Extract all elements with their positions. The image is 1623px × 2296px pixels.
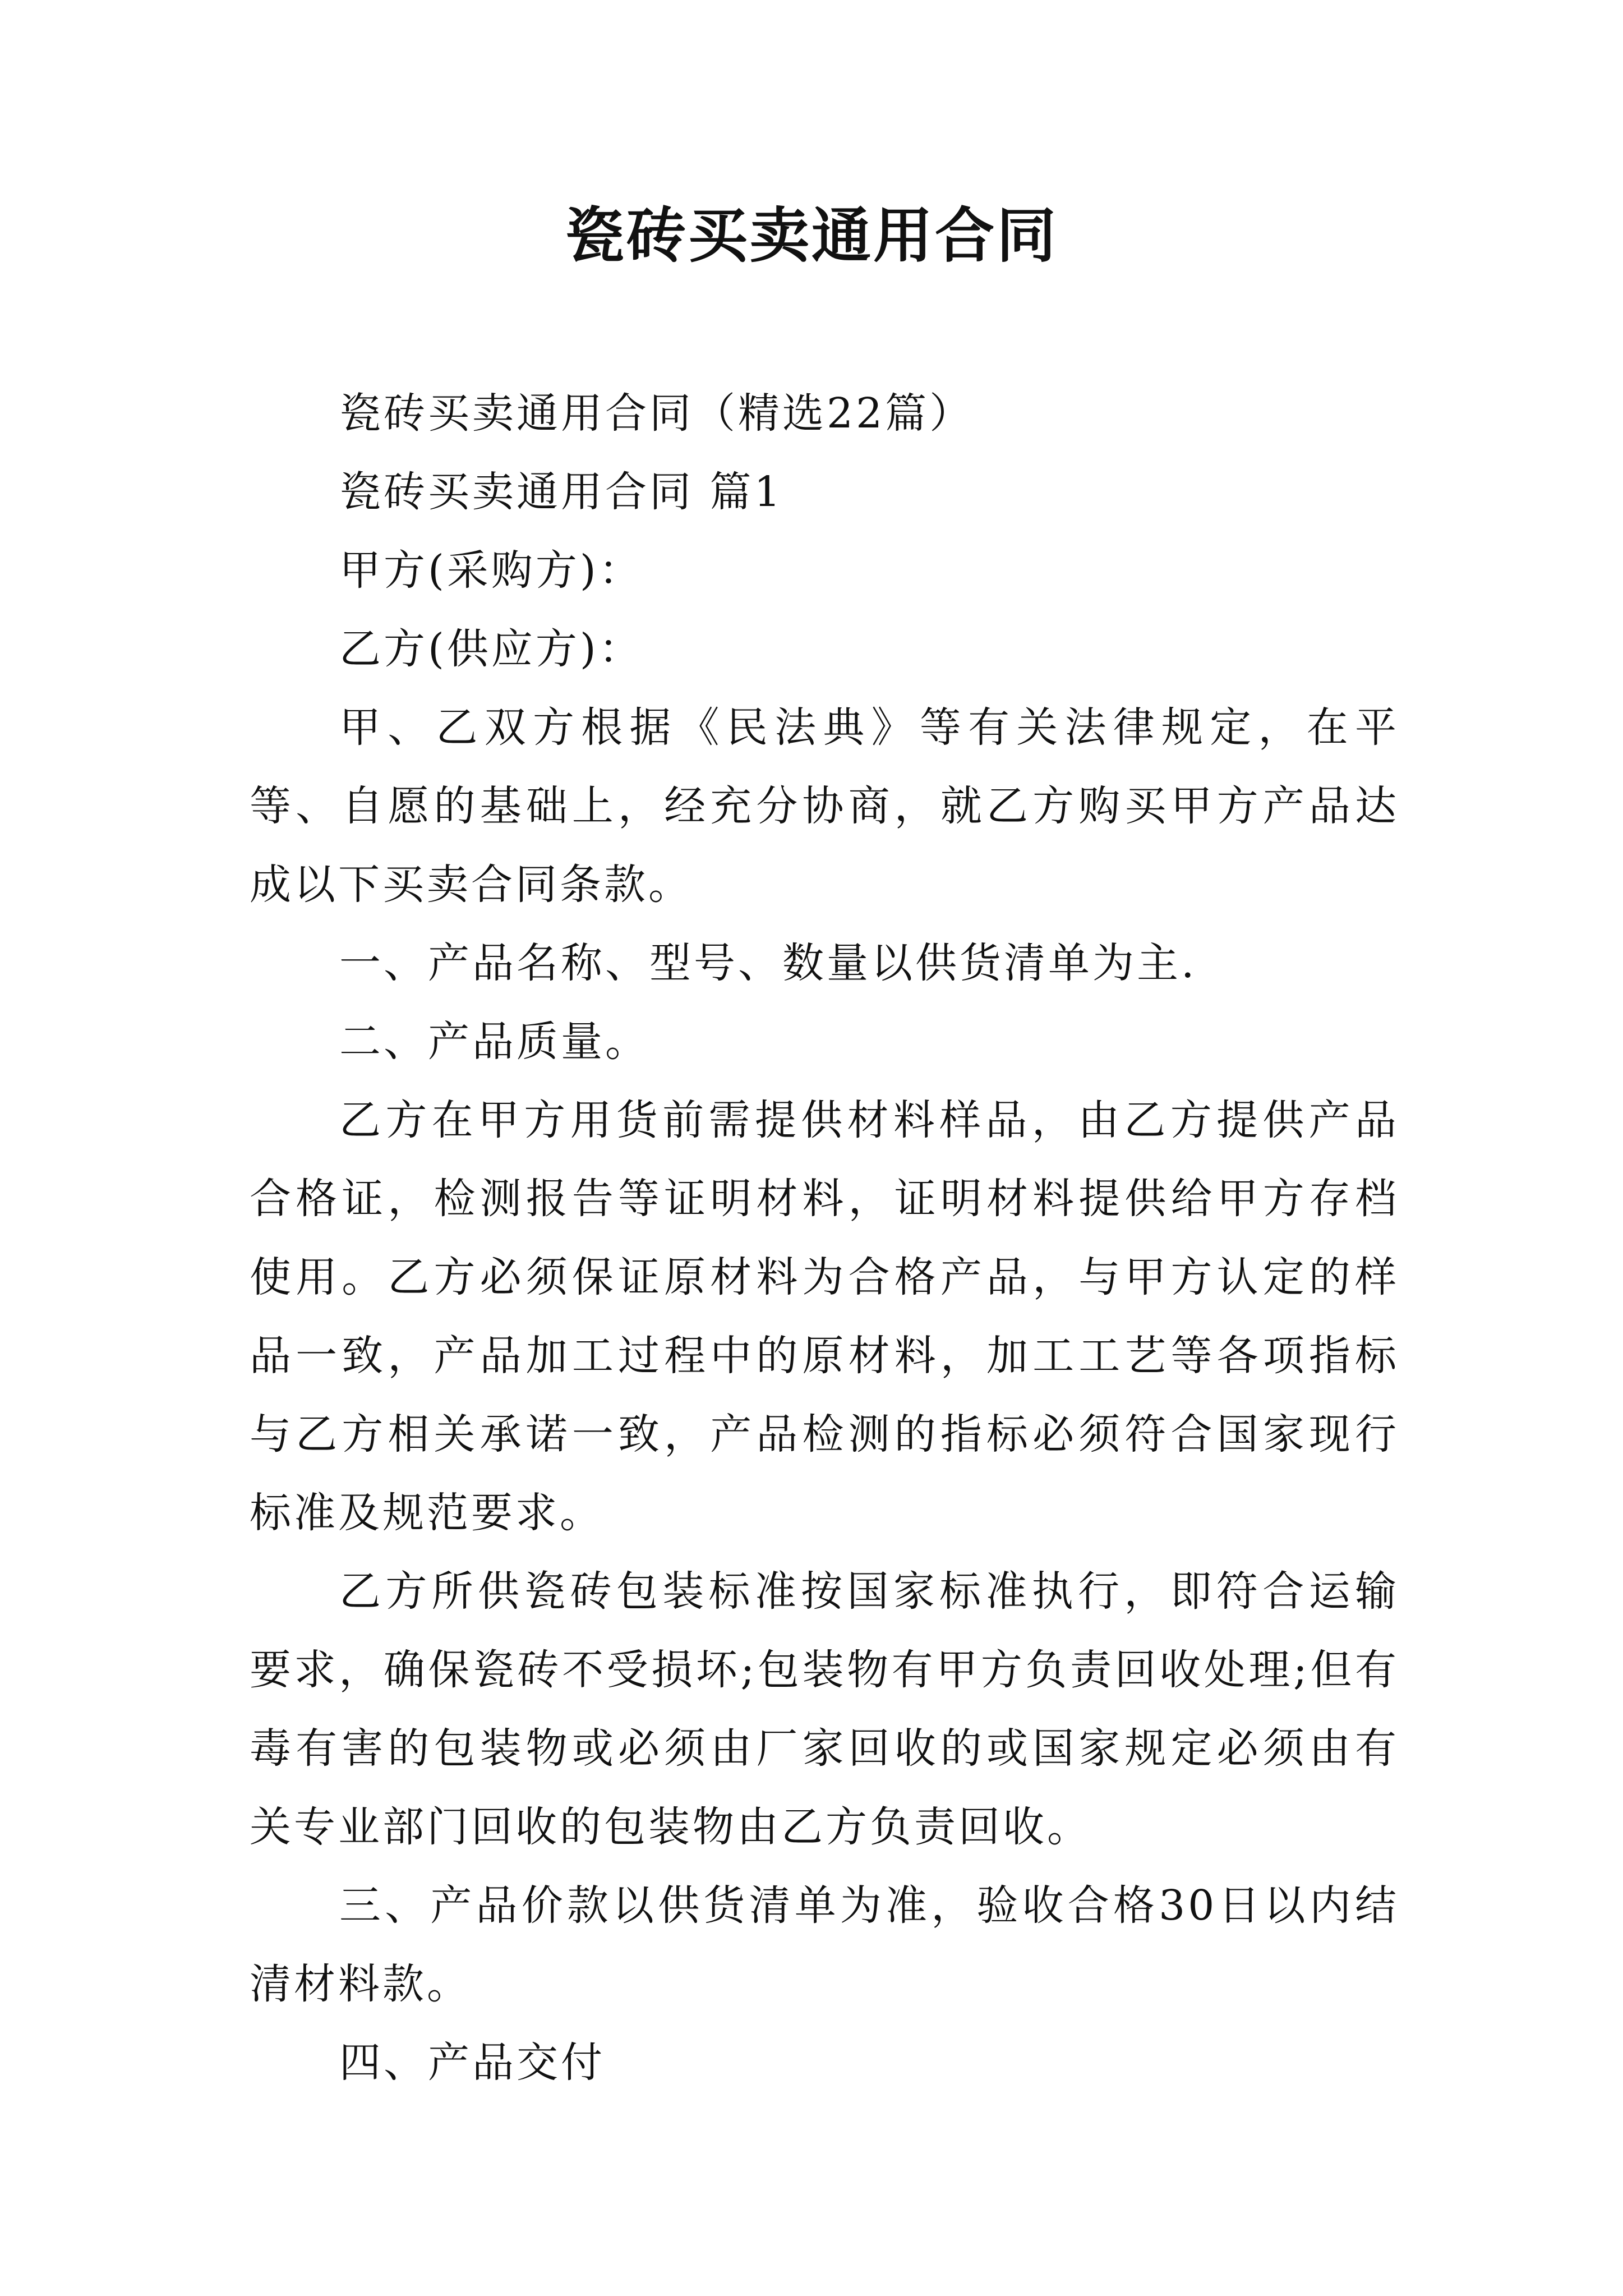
clause-2-packaging-paragraph: 乙方所供瓷砖包装标准按国家标准执行，即符合运输要求，确保瓷砖不受损坏;包装物有甲方负责回收处理;但有毒有害的包装物或必须由厂家回收的或国家规定必须由有关专业部门回收的包装物由乙方负责回收。 — [250, 1567, 1399, 1851]
clause-4-heading: 四、产品交付 — [339, 2039, 605, 2087]
section-heading: 瓷砖买卖通用合同 篇1 — [339, 468, 783, 516]
clause-1: 一、产品名称、型号、数量以供货清单为主. — [339, 939, 1197, 987]
document-title: 瓷砖买卖通用合同 — [565, 200, 1058, 270]
clause-2-heading: 二、产品质量。 — [339, 1018, 649, 1066]
subtitle-line: 瓷砖买卖通用合同（精选22篇） — [339, 389, 974, 438]
clause-3: 三、产品价款以供货清单为准，验收合格30日以内结清材料款。 — [250, 1881, 1399, 2008]
party-a-line: 甲方(采购方)： — [339, 546, 643, 595]
document-body — [250, 374, 1399, 2102]
preamble-paragraph: 甲、乙双方根据《民法典》等有关法律规定，在平等、自愿的基础上，经充分协商，就乙方购买甲方产品达成以下买卖合同条款。 — [250, 703, 1399, 909]
clause-2-quality-paragraph: 乙方在甲方用货前需提供材料样品，由乙方提供产品合格证，检测报告等证明材料，证明材料提供给甲方存档使用。乙方必须保证原材料为合格产品，与甲方认定的样品一致，产品加工过程中的原材料，加工工艺等各项指标与乙方相关承诺一致，产品检测的指标必须符合国家现行标准及规范要求。 — [250, 1096, 1399, 1537]
party-b-line: 乙方(供应方)： — [339, 625, 643, 673]
